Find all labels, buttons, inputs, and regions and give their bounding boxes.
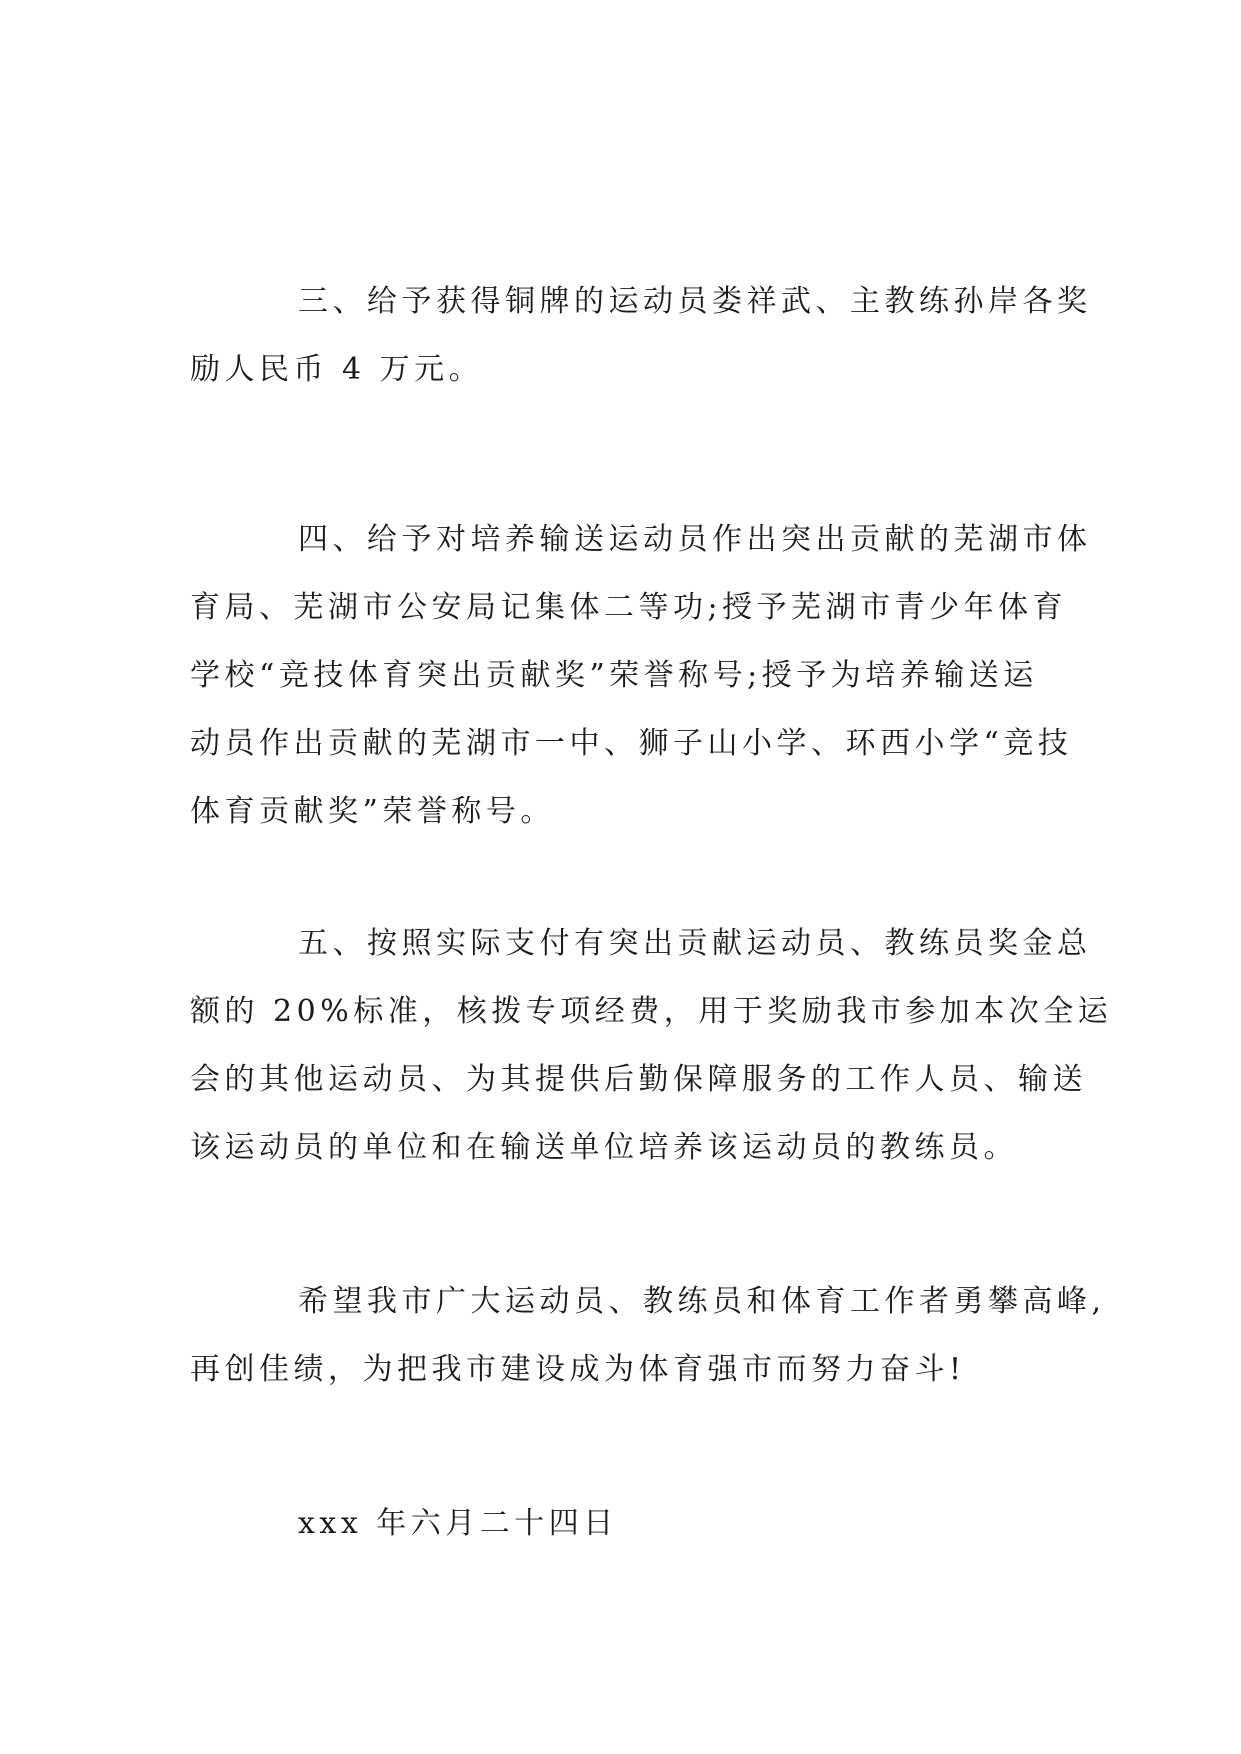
paragraph-line: 动员作出贡献的芜湖市一中、狮子山小学、环西小学“竞技: [190, 726, 1073, 761]
paragraph-line: 该运动员的单位和在输送单位培养该运动员的教练员。: [190, 1130, 1018, 1165]
paragraph-closing-hope: [190, 1268, 1106, 1404]
paragraph-line: 再创佳绩，为把我市建设成为体育强市而努力奋斗!: [190, 1352, 966, 1387]
paragraph-line: 体育贡献奖”荣誉称号。: [190, 794, 555, 829]
document-date: xxx 年六月二十四日: [298, 1506, 618, 1541]
paragraph-line: 育局、芜湖市公安局记集体二等功;授予芜湖市青少年体育: [190, 590, 1068, 625]
paragraph-line: 三、给予获得铜牌的运动员娄祥武、主教练孙岸各奖: [298, 284, 1092, 319]
paragraph-line: 励人民币 4 万元。: [190, 352, 484, 387]
paragraph-special-funds: [190, 910, 1113, 1182]
paragraph-line: 学校“竞技体育突出贡献奖”荣誉称号;授予为培养输送运: [190, 658, 1038, 693]
paragraph-line: 希望我市广大运动员、教练员和体育工作者勇攀高峰,: [298, 1284, 1106, 1319]
paragraph-line: 四、给予对培养输送运动员作出突出贡献的芜湖市体: [298, 522, 1092, 557]
paragraph-line: 五、按照实际支付有突出贡献运动员、教练员奖金总: [298, 926, 1092, 961]
paragraph-line: 会的其他运动员、为其提供后勤保障服务的工作人员、输送: [190, 1062, 1087, 1097]
paragraph-line: 额的 20%标准，核拨专项经费，用于奖励我市参加本次全运: [190, 994, 1113, 1029]
paragraph-bronze-award: [190, 268, 1092, 404]
paragraph-unit-awards: [190, 506, 1092, 846]
